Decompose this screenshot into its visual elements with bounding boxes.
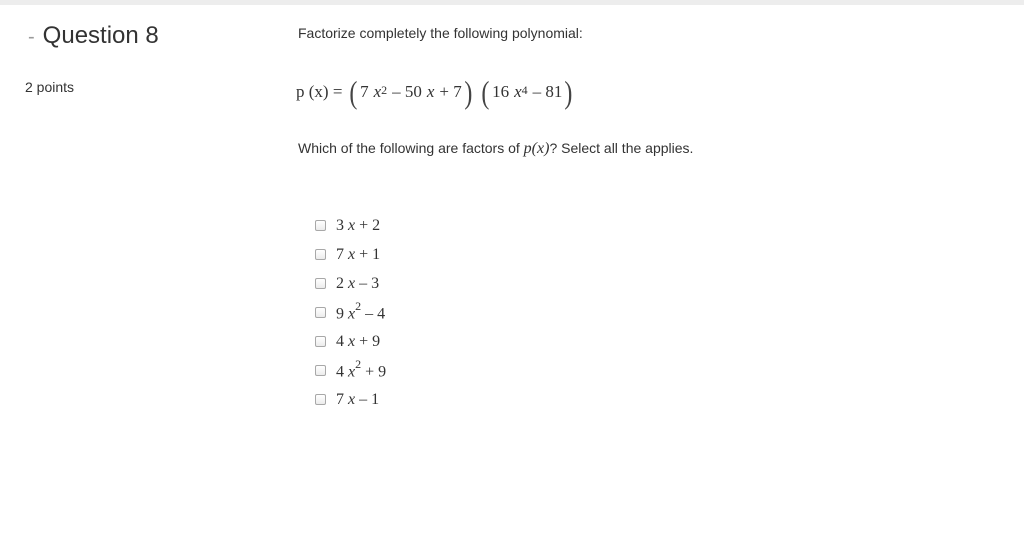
formula-lhs: p (x) = xyxy=(296,82,343,101)
option-7-checkbox[interactable] xyxy=(315,394,326,405)
option-2-checkbox[interactable] xyxy=(315,249,326,260)
option-5-checkbox[interactable] xyxy=(315,336,326,347)
factor1-exp: 2 xyxy=(381,82,388,97)
option-6[interactable] xyxy=(315,356,386,385)
sub-question-suffix: ? Select all the applies. xyxy=(549,140,694,156)
option-7-label: 7 x – 1 xyxy=(336,390,380,408)
option-1-label: 3 x + 2 xyxy=(336,216,381,234)
collapse-toggle[interactable]: - xyxy=(28,26,35,48)
factor1-coef: 7 xyxy=(360,82,369,101)
option-3-label: 2 x – 3 xyxy=(336,274,380,292)
open-paren-1: ( xyxy=(349,74,358,110)
top-divider xyxy=(0,0,1024,5)
factor1-term2: – 50 xyxy=(392,82,422,101)
factor1-term3: + 7 xyxy=(439,82,462,101)
open-paren-2: ( xyxy=(481,74,490,110)
option-7[interactable] xyxy=(315,385,386,414)
option-6-label: 4 $x^2 + 9$ xyxy=(336,357,387,381)
option-4-checkbox[interactable] xyxy=(315,307,326,318)
option-4[interactable] xyxy=(315,298,386,327)
polynomial-formula xyxy=(296,74,575,110)
factor2-coef: 16 xyxy=(492,82,510,101)
option-1[interactable] xyxy=(315,211,386,240)
option-5-label: 4 x + 9 xyxy=(336,332,381,350)
option-2[interactable] xyxy=(315,240,386,269)
sub-question xyxy=(298,140,693,158)
factor2-var: x xyxy=(514,82,522,101)
answer-options xyxy=(315,211,386,414)
option-5[interactable] xyxy=(315,327,386,356)
option-1-checkbox[interactable] xyxy=(315,220,326,231)
option-2-label: 7 x + 1 xyxy=(336,245,381,263)
question-prompt: Factorize completely the following polynomial: xyxy=(298,25,583,41)
option-3-checkbox[interactable] xyxy=(315,278,326,289)
sub-question-prefix: Which of the following are factors of xyxy=(298,140,520,156)
factor2-term2: – 81 xyxy=(532,82,563,101)
factor2-exp: 4 xyxy=(521,82,528,97)
option-6-checkbox[interactable] xyxy=(315,365,326,376)
question-title: Question 8 xyxy=(42,22,159,49)
option-3[interactable] xyxy=(315,269,386,298)
close-paren-2: ) xyxy=(564,74,573,110)
close-paren-1: ) xyxy=(464,74,473,110)
factor1-var2: x xyxy=(426,82,435,101)
sub-question-math: p(x) xyxy=(523,140,550,157)
question-points: 2 points xyxy=(25,79,75,95)
factor1-var: x xyxy=(373,82,382,101)
option-4-label: 9 $x^2 - 4$ xyxy=(336,299,386,323)
question-header xyxy=(28,22,159,50)
